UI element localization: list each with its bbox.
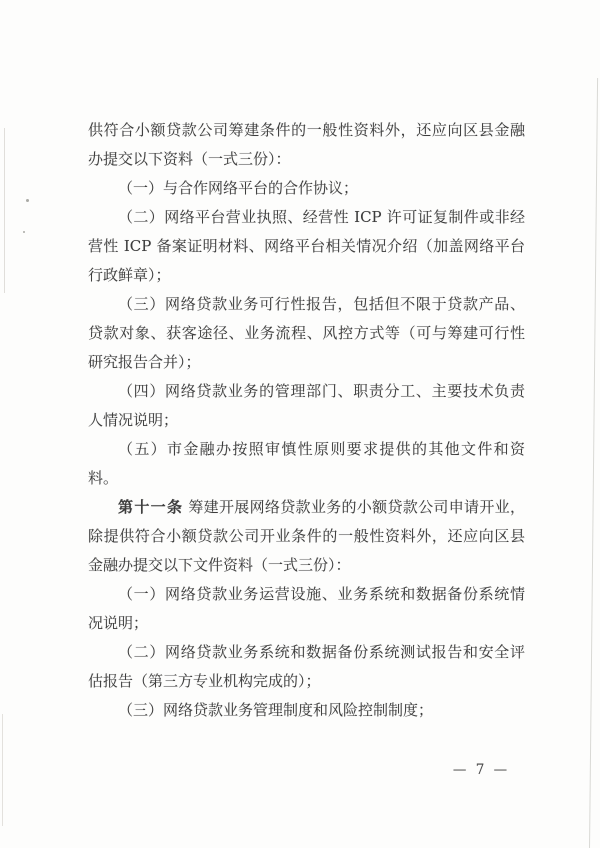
article-number: 第十一条 bbox=[118, 498, 184, 516]
text-line: 人情况说明； bbox=[88, 411, 179, 429]
scan-dot bbox=[23, 231, 25, 233]
text-line: 除提供符合小额贷款公司开业条件的一般性资料外，还应向区县 bbox=[88, 527, 525, 545]
text-line: 金融办提交以下文件资料（一式三份）： bbox=[88, 556, 351, 574]
text-line: 第十一条 筹建开展网络贷款业务的小额贷款公司申请开业， bbox=[118, 498, 525, 516]
paper-right-edge bbox=[589, 78, 598, 848]
paper-left-edge bbox=[2, 714, 3, 826]
page-number: — 7 — bbox=[452, 762, 508, 778]
text-block bbox=[88, 116, 525, 725]
text-line: （二）网络平台营业执照、经营性 ICP 许可证复制件或非经 bbox=[118, 208, 525, 226]
paper-left-edge bbox=[4, 128, 5, 293]
text-line: （三）网络贷款业务管理制度和风险控制制度； bbox=[118, 701, 434, 719]
scan-dot bbox=[26, 199, 29, 202]
text-line: （四）网络贷款业务的管理部门、职责分工、主要技术负责 bbox=[118, 382, 525, 400]
text-line: 贷款对象、获客途径、业务流程、风控方式等（可与筹建可行性 bbox=[88, 324, 525, 342]
text-line: 研究报告合并）； bbox=[88, 353, 201, 371]
text-line: （二）网络贷款业务系统和数据备份系统测试报告和安全评 bbox=[118, 643, 525, 661]
text-line: 行政鲜章）； bbox=[88, 266, 171, 284]
text-line: （一）网络贷款业务运营设施、业务系统和数据备份系统情 bbox=[118, 585, 525, 603]
text-line: 料。 bbox=[88, 469, 119, 487]
text-line: （三）网络贷款业务可行性报告，包括但不限于贷款产品、 bbox=[118, 295, 525, 313]
text-line: 供符合小额贷款公司筹建条件的一般性资料外，还应向区县金融 bbox=[88, 121, 525, 139]
text-line: 营性 ICP 备案证明材料、网络平台相关情况介绍（加盖网络平台 bbox=[88, 237, 525, 255]
text-line: 况说明； bbox=[88, 614, 149, 632]
text-line: 办提交以下资料（一式三份）： bbox=[88, 150, 291, 168]
text-line: 估报告（第三方专业机构完成的）； bbox=[88, 672, 321, 690]
text-line: （五）市金融办按照审慎性原则要求提供的其他文件和资 bbox=[118, 440, 525, 458]
text-line: （一）与合作网络平台的合作协议； bbox=[118, 179, 359, 197]
